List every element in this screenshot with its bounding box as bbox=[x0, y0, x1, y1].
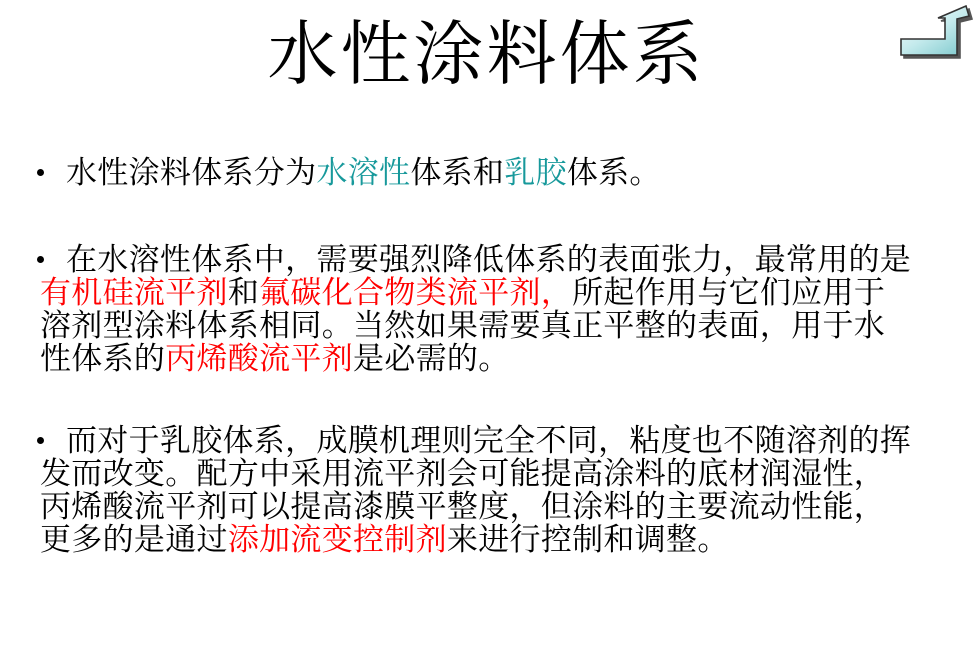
text-line bbox=[40, 457, 930, 490]
text-run: 所起作用与它们应用于 bbox=[572, 275, 886, 310]
text-run: 而对于乳胶体系，成膜机理则完全不同，粘度也不随溶剂的挥 bbox=[66, 423, 912, 458]
text-run: 性体系的 bbox=[40, 341, 166, 376]
highlighted-text-run: 水溶性 bbox=[316, 155, 411, 190]
bullet-paragraph bbox=[40, 424, 930, 556]
text-run: 溶剂型涂料体系相同。当然如果需要真正平整的表面，用于水 bbox=[40, 308, 886, 343]
text-run: 水性涂料体系分为 bbox=[66, 155, 317, 190]
text-line bbox=[40, 424, 930, 457]
text-line bbox=[40, 309, 930, 342]
text-line bbox=[40, 490, 930, 523]
text-run: 更多的是通过 bbox=[40, 522, 228, 557]
bent-up-arrow-icon[interactable] bbox=[898, 5, 972, 61]
bullet-icon bbox=[37, 437, 44, 444]
text-run: 和 bbox=[227, 275, 260, 310]
text-line bbox=[40, 342, 930, 375]
text-run: 体系和 bbox=[410, 155, 505, 190]
highlighted-text-run: 氟碳化合物类流平剂， bbox=[259, 275, 573, 310]
bullet-paragraph bbox=[40, 156, 930, 189]
text-line bbox=[40, 523, 930, 556]
text-line bbox=[40, 276, 930, 309]
bullet-icon bbox=[37, 256, 44, 263]
highlighted-text-run: 丙烯酸流平剂 bbox=[165, 341, 354, 376]
text-run: 是必需的。 bbox=[353, 341, 510, 376]
bullet-paragraph bbox=[40, 243, 930, 375]
text-run: 丙烯酸流平剂可以提高漆膜平整度，但涂料的主要流动性能， bbox=[40, 489, 886, 524]
text-run: 在水溶性体系中，需要强烈降低体系的表面张力，最常用的是 bbox=[66, 242, 912, 277]
highlighted-text-run: 乳胶 bbox=[504, 155, 567, 190]
text-run: 体系。 bbox=[566, 155, 661, 190]
text-run: 发而改变。配方中采用流平剂会可能提高涂料的底材润湿性， bbox=[40, 456, 886, 491]
text-line bbox=[40, 156, 930, 189]
highlighted-text-run: 添加流变控制剂 bbox=[227, 522, 447, 557]
text-run: 来进行控制和调整。 bbox=[446, 522, 729, 557]
text-line bbox=[40, 243, 930, 276]
slide-title: 水性涂料体系 bbox=[267, 17, 706, 94]
highlighted-text-run: 有机硅流平剂 bbox=[40, 275, 228, 310]
bullet-list bbox=[40, 156, 930, 556]
bullet-icon bbox=[37, 169, 44, 176]
